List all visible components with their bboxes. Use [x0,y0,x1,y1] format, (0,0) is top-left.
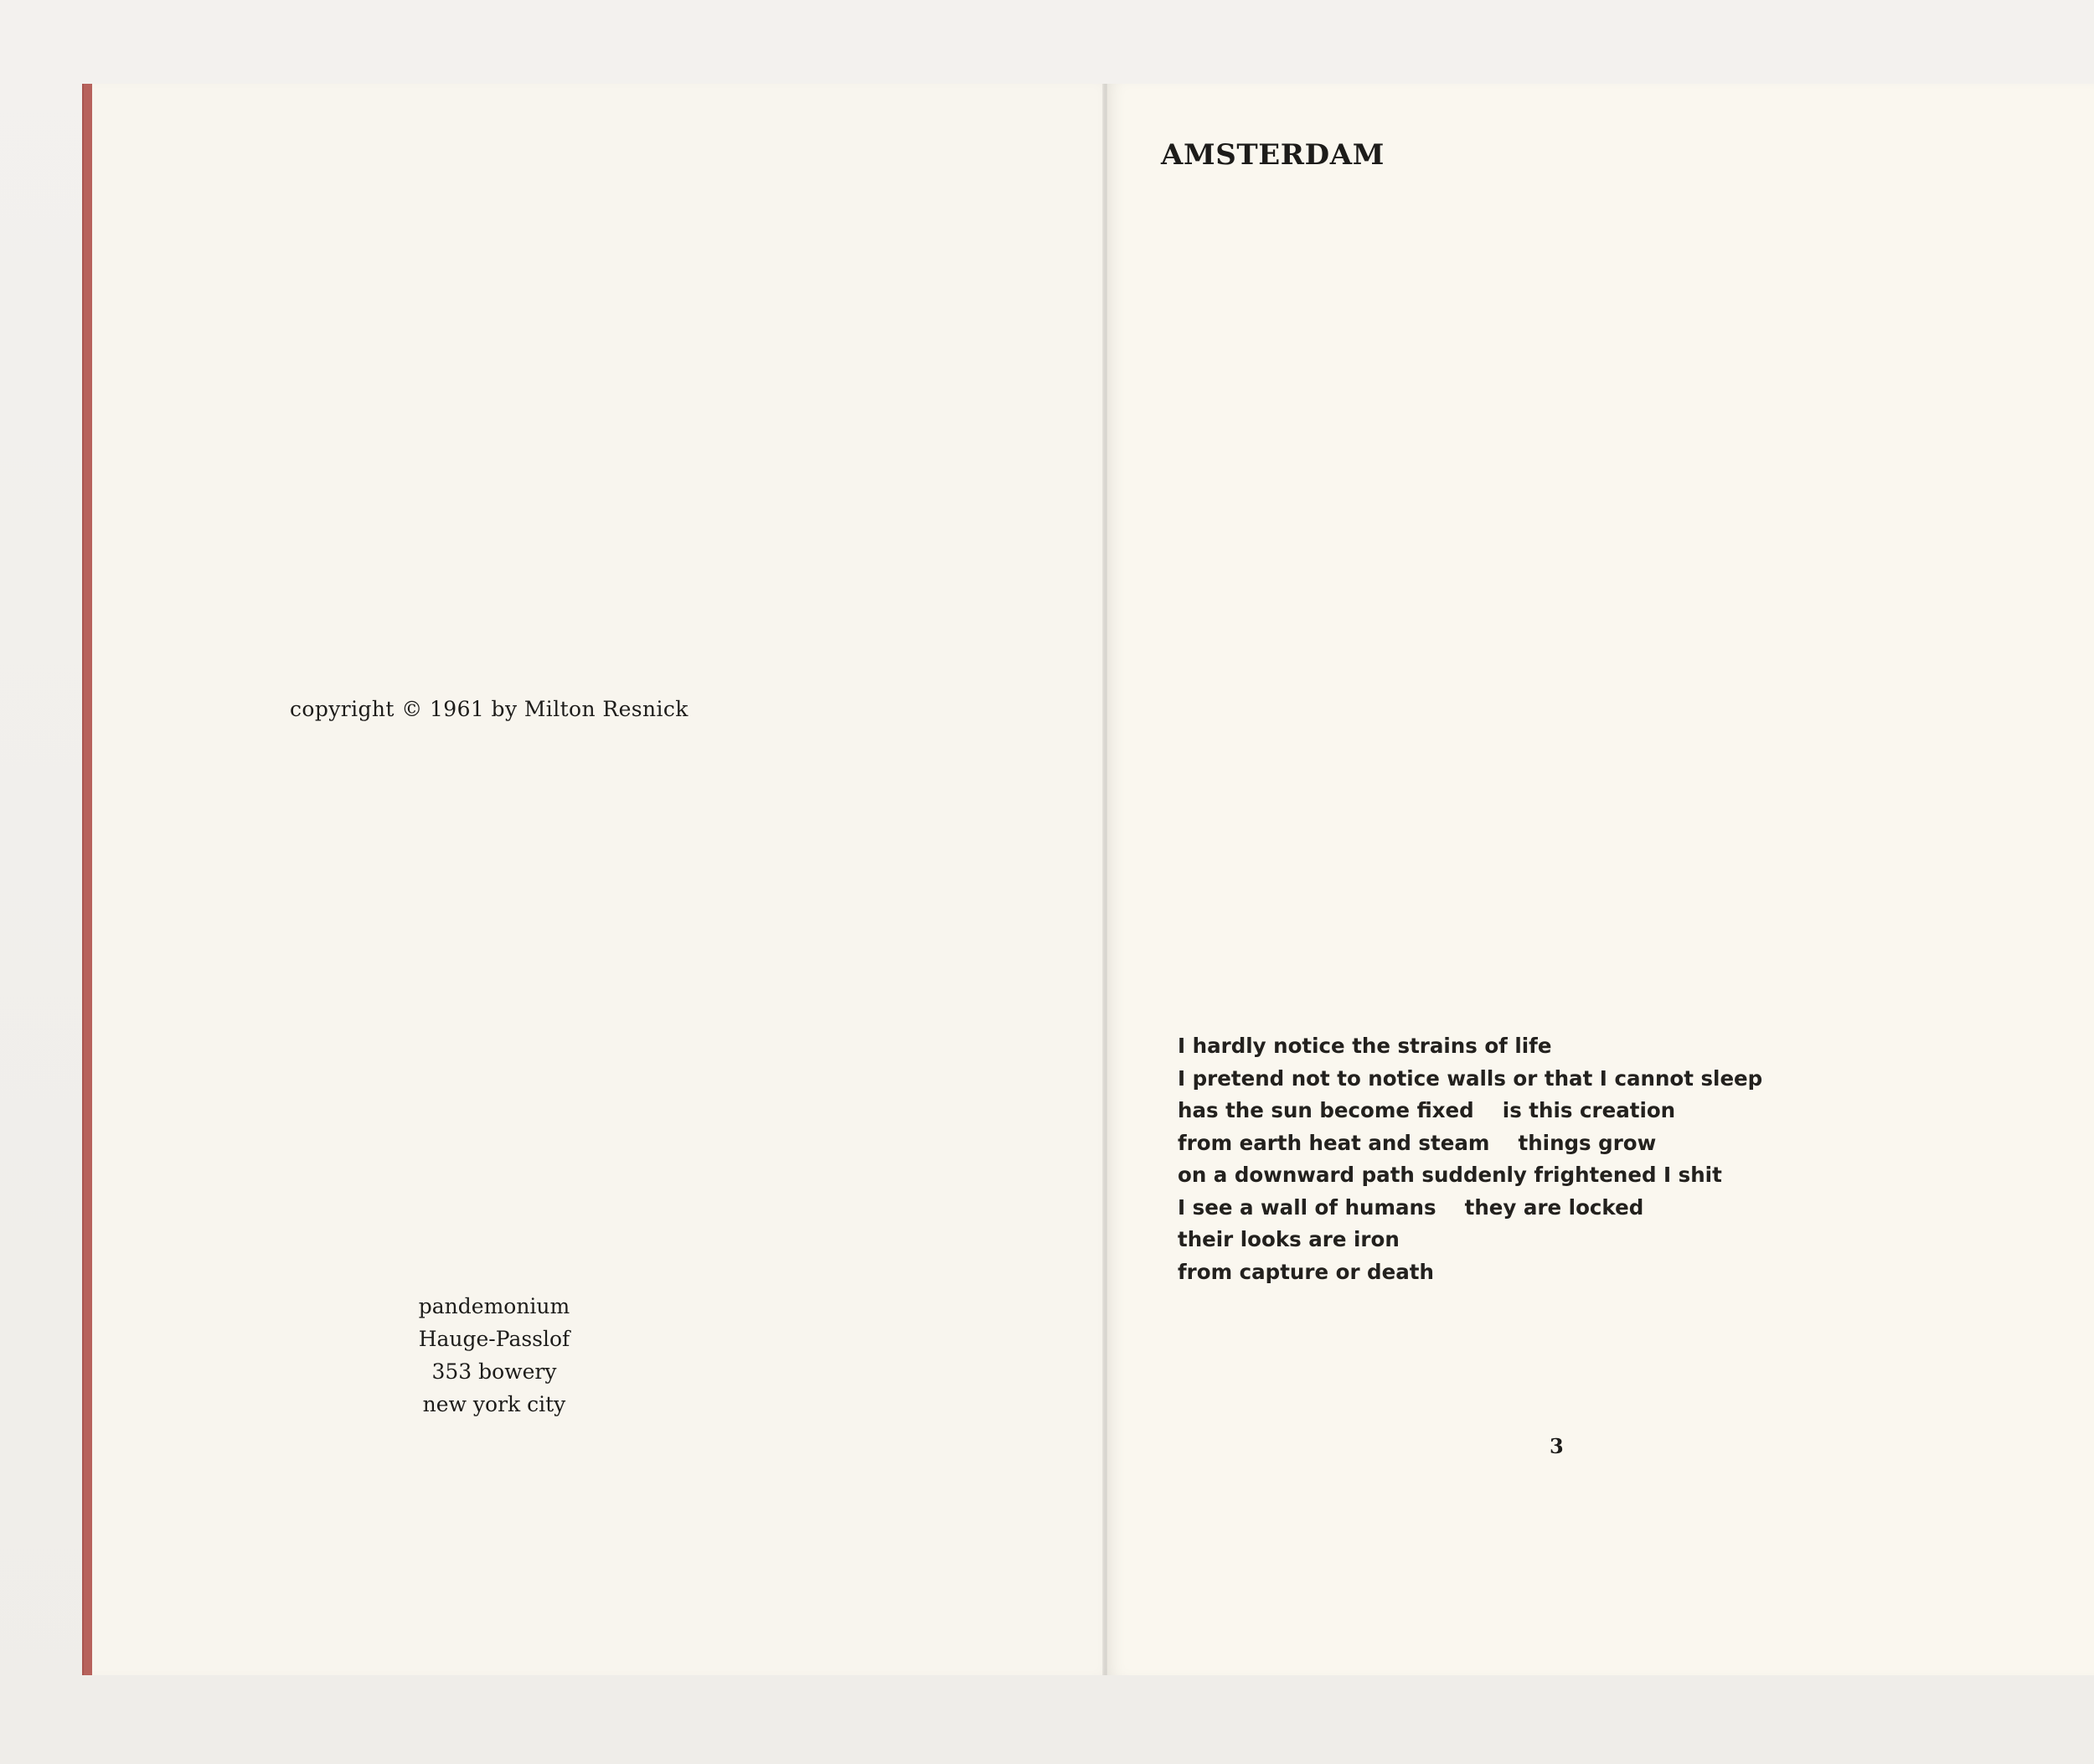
poem-line: has the sun become fixed is this creation [1178,1098,1676,1122]
poem-body [1178,1030,1762,1288]
publisher-line: Hauge-Passlof [418,1327,570,1351]
book-gutter [1102,84,1107,1675]
page-number: 3 [1550,1434,1564,1458]
right-page [1106,84,2094,1675]
publisher-line: pandemonium [418,1294,570,1318]
poem-line: I pretend not to notice walls or that I cannot sleep [1178,1065,1763,1091]
copyright-notice: copyright © 1961 by Milton Resnick [290,697,689,721]
publisher-line: new york city [422,1392,566,1416]
publisher-address [394,1290,595,1421]
publisher-line: 353 bowery [431,1359,557,1384]
poem-line: their looks are iron [1178,1227,1400,1251]
poem-line: I see a wall of humans they are locked [1178,1194,1644,1220]
poem-line: from earth heat and steam things grow [1178,1130,1657,1155]
book-spread [84,84,2094,1675]
poem-line: I hardly notice the strains of life [1178,1034,1552,1058]
poem-line: from capture or death [1178,1259,1434,1284]
poem-line: on a downward path suddenly frightened I shit [1178,1163,1722,1187]
poem-title: AMSTERDAM [1161,138,1385,172]
left-page [84,84,1114,1675]
